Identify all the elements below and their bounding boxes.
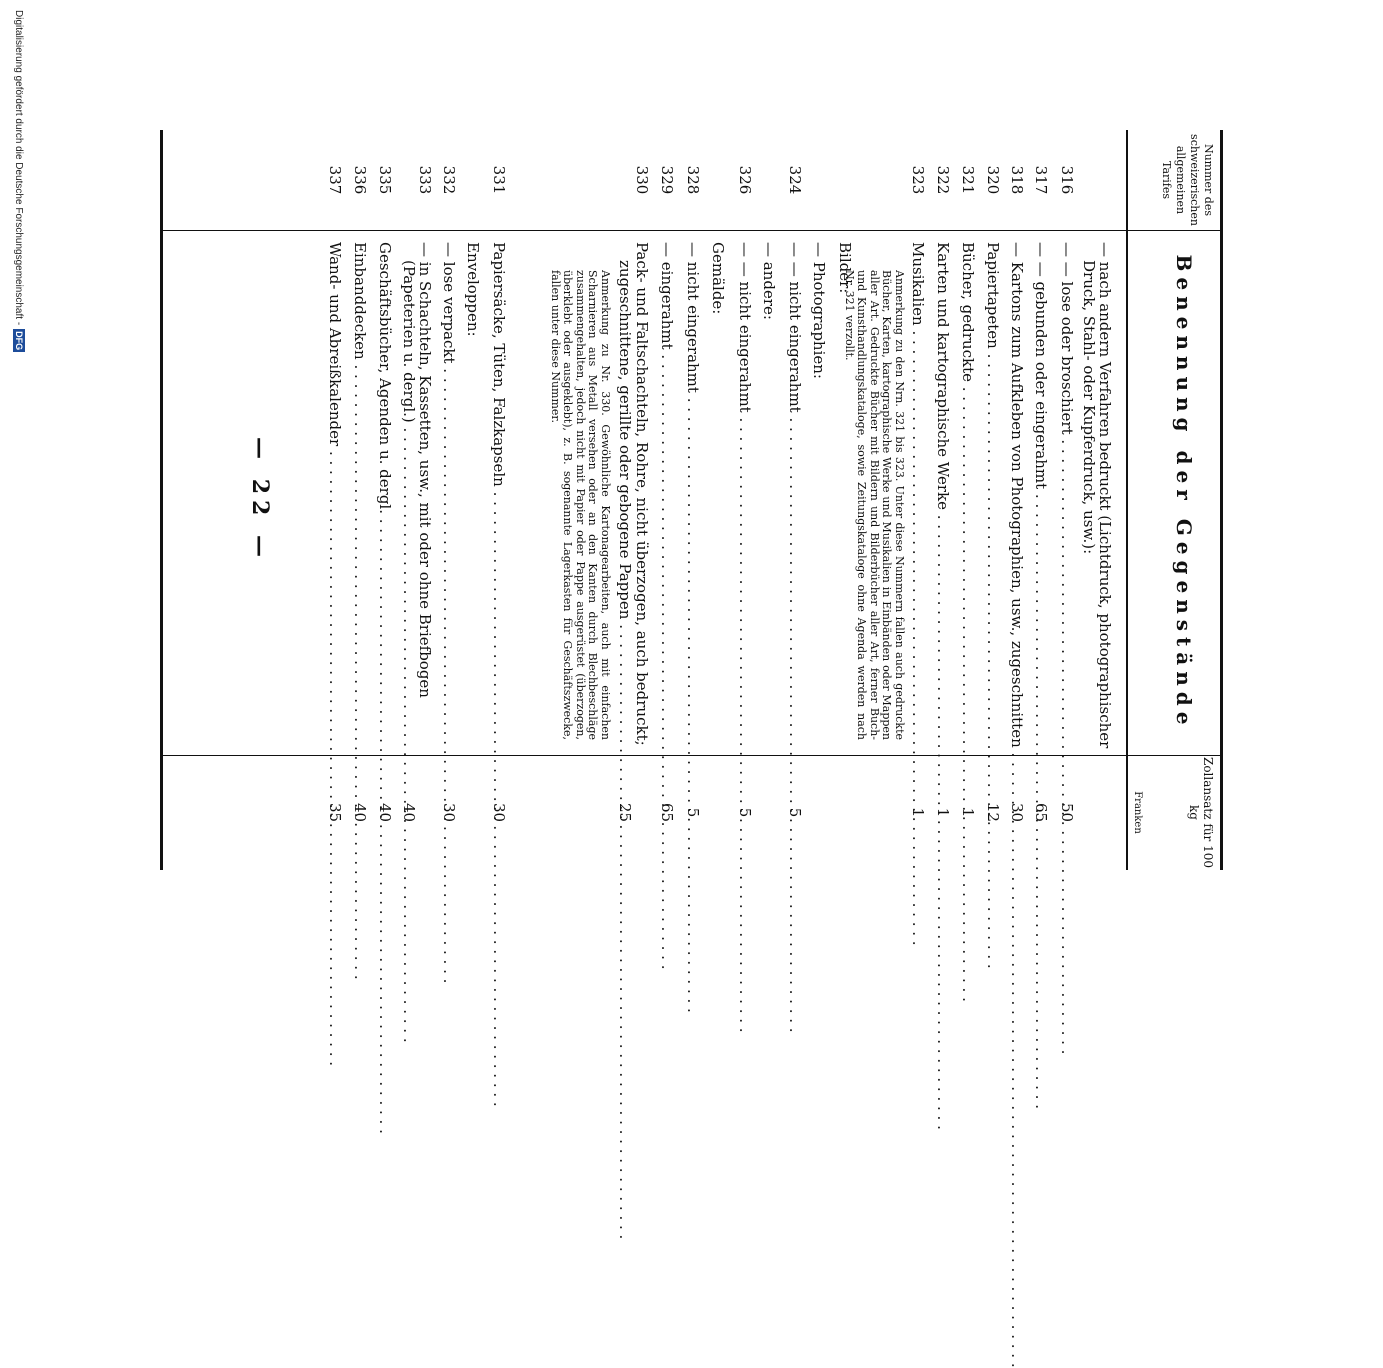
item-description: — Kartons zum Aufkleben von Photographien, usw., zugeschnitten . . .	[1009, 242, 1025, 742]
item-description: — Photographien:	[810, 242, 828, 379]
funding-line	[13, 10, 25, 990]
header-number: Nummer des schweizerischen allgemeinen Tarifes	[1160, 134, 1215, 226]
item-description: Einbanddecken . . .	[352, 242, 368, 742]
duty-rate: 1	[934, 807, 952, 818]
page-number: — 22 —	[247, 437, 273, 563]
item-description: Druck, Stahl- oder Kupferdruck, usw.):	[1080, 260, 1098, 555]
duty-rate: 12	[984, 802, 1002, 823]
item-description: Wand- und Abreißkalender . . .	[327, 242, 343, 742]
duty-rate: 30	[440, 802, 458, 823]
duty-rate: 1	[959, 807, 977, 818]
item-description: Bilder:	[836, 242, 854, 294]
duty-rate: 65	[658, 802, 676, 823]
duty-rate: 5	[684, 807, 702, 818]
tariff-number: 320	[984, 165, 1002, 195]
item-description: — — gebunden oder eingerahmt . . .	[1033, 242, 1049, 742]
item-description: Pack- und Faltschachteln, Rohre, nicht überzogen, auch bedruckt;	[633, 242, 651, 746]
note-323: Anmerkung zu den Nrn. 321 bis 323. Unter diese Nummern fallen auch gedruckte Bücher, Karten, kartographische Werke und Musikalien in Einbänden oder Mappen aller Art. Gedruckte Bücher mit Bildern und Bilderbücher aller Art, ferner Buch- und Kunsthandlungskataloge, sowie Zeitungskataloge ohne Agenda werden nach Nr. 321 verzollt.	[843, 270, 906, 740]
item-description: — nicht eingerahmt . . .	[685, 242, 701, 742]
item-description: Gemälde:	[709, 242, 727, 315]
tariff-number: 330	[633, 165, 651, 195]
column-rule-1	[163, 230, 1223, 231]
tariff-number: 316	[1058, 165, 1076, 195]
duty-rate: 5	[786, 807, 804, 818]
duty-rate: 25	[616, 802, 634, 823]
duty-rate: 40	[351, 802, 369, 823]
table-bottom-rule	[160, 130, 163, 870]
header-duty-unit: Franken	[1132, 791, 1143, 834]
item-description: — andere:	[760, 242, 778, 320]
tariff-number: 328	[684, 165, 702, 195]
item-description: Geschäftsbücher, Agenden u. dergl. . . .	[377, 242, 393, 742]
tariff-number: 323	[909, 165, 927, 195]
tariff-table	[163, 130, 1223, 870]
duty-rate: 30	[490, 802, 508, 823]
duty-rate: 5	[736, 807, 754, 818]
tariff-number: 329	[658, 165, 676, 195]
duty-rate: 30	[1008, 802, 1026, 823]
item-description: Papiersäcke, Tüten, Falzkapseln . . .	[491, 242, 507, 742]
item-description: — in Schachteln, Kassetten, usw., mit oder ohne Briefbogen	[416, 242, 434, 698]
note-330: Anmerkung zu Nr. 330. Gewöhnliche Kartonagearbeiten, auch mit einfachen Scharnieren aus Metall versehen oder an den Kanten durch Blechbeschläge zusammengehalten, jedoch nicht mit Papier oder Pappe ausgerüstet (überzogen, überklebt oder ausgeklebt), z. B. sogenannte Lagerkasten für Geschäftszwecke, fallen unter diese Nummer.	[549, 270, 612, 740]
header-description: Benennung der Gegenstände	[1172, 254, 1196, 731]
item-description: — nach andern Verfahren bedruckt (Lichtdruck, photographischer	[1096, 242, 1114, 749]
tariff-number: 335	[376, 165, 394, 195]
duty-rate: 50	[1058, 802, 1076, 823]
duty-rate: 40	[400, 802, 418, 823]
item-description: Bücher, gedruckte . . .	[960, 242, 976, 742]
item-description: — — nicht eingerahmt . . .	[787, 242, 803, 742]
funding-text: Digitalisierung gefördert durch die Deutsche Forschungsgemeinschaft -	[13, 10, 24, 326]
tariff-number: 333	[416, 165, 434, 195]
tariff-number: 332	[440, 165, 458, 195]
dfg-logo: DFG	[14, 331, 24, 351]
item-description: (Papeterien u. dergl.) . . .	[401, 260, 417, 760]
item-description: Papiertapeten . . .	[985, 242, 1001, 742]
item-description: zugeschnittene, gerillte oder gebogene Pappen . . .	[617, 260, 633, 760]
duty-rate: 40	[376, 802, 394, 823]
duty-rate: 65	[1032, 802, 1050, 823]
table-top-rule	[1220, 130, 1223, 870]
item-description: — lose verpackt . . .	[441, 242, 457, 742]
tariff-number: 321	[959, 165, 977, 195]
tariff-number: 331	[490, 165, 508, 195]
tariff-number: 324	[786, 165, 804, 195]
item-description: Enveloppen:	[464, 242, 482, 337]
item-description: — — nicht eingerahmt . . .	[737, 242, 753, 742]
tariff-number: 337	[326, 165, 344, 195]
item-description: Karten und kartographische Werke . . .	[935, 242, 951, 742]
header-rule	[1126, 130, 1128, 870]
duty-rate: 1	[909, 807, 927, 818]
tariff-number: 322	[934, 165, 952, 195]
duty-rate: 35	[326, 802, 344, 823]
item-description: — — lose oder broschiert . . .	[1059, 242, 1075, 742]
header-duty: Zollansatz für 100 kg	[1187, 756, 1215, 869]
tariff-number: 317	[1032, 165, 1050, 195]
tariff-number: 326	[736, 165, 754, 195]
item-description: — eingerahmt . . .	[659, 242, 675, 742]
tariff-number: 318	[1008, 165, 1026, 195]
item-description: Musikalien . . .	[910, 242, 926, 742]
tariff-number: 336	[351, 165, 369, 195]
